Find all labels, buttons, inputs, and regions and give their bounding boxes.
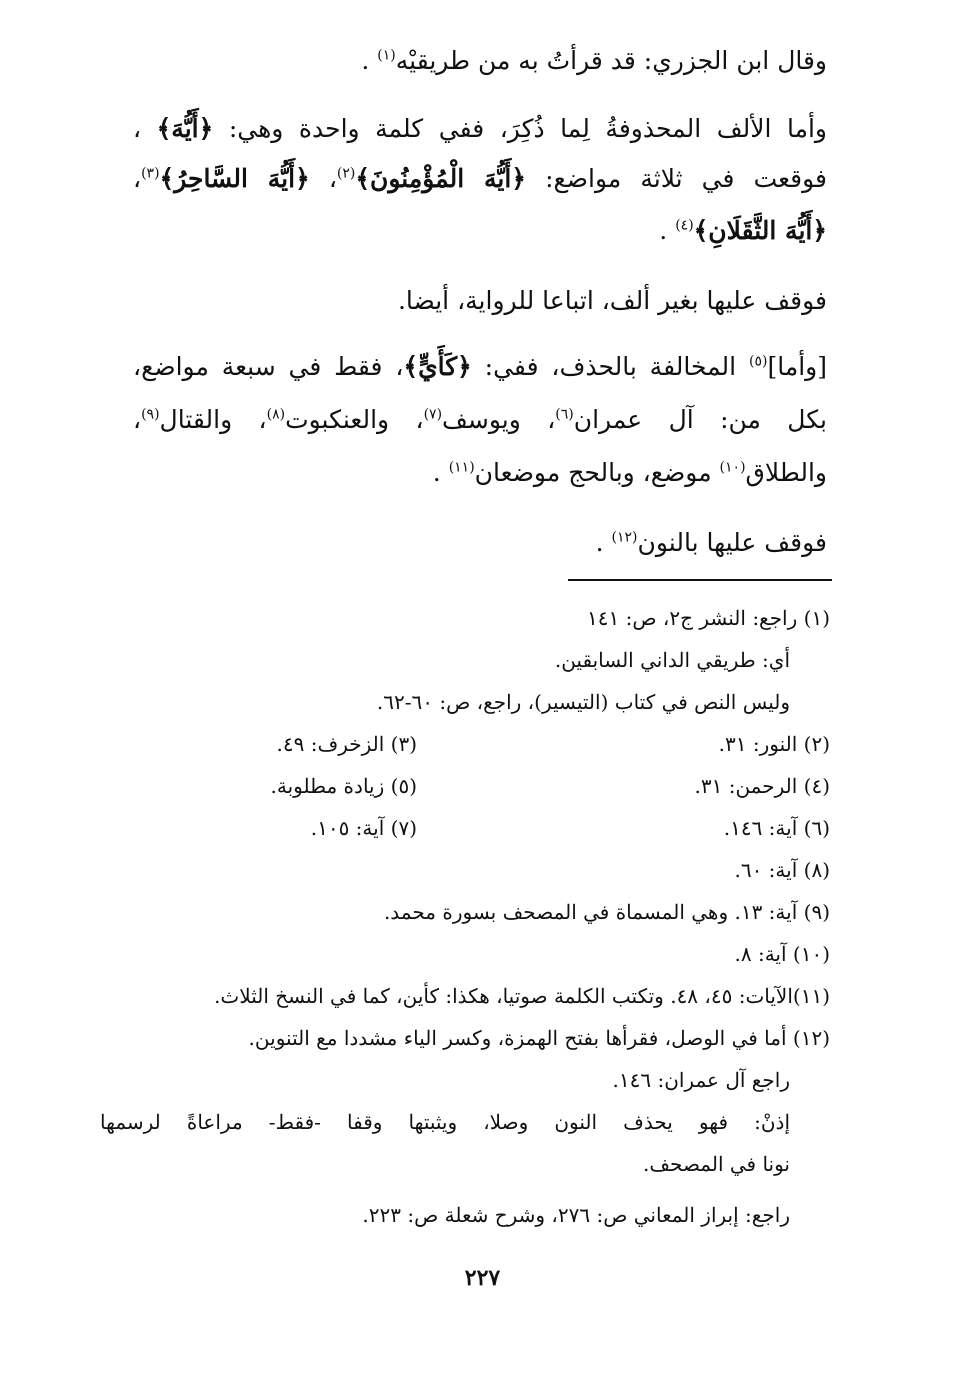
footnote-ref: (٣) [141,165,160,182]
footnote-separator [568,579,832,581]
body-text: وأما الألف المحذوفةُ لِما ذُكِرَ، ففي كلمة واحدة وهي: [228,114,827,143]
footnote-7: (٧) آية: ١٠٥. [310,816,417,840]
footnote-12: (١٢) أما في الوصل، فقرأها بفتح الهمزة، وكسر الياء مشددا مع التنوين. [248,1026,830,1050]
punctuation: . [361,46,370,75]
footnote-8: (٨) آية: ٦٠. [734,858,830,882]
footnote-ref: (١٢) [611,529,638,546]
footnote-6: (٦) آية: ١٤٦. [723,816,830,840]
body-line-7 [133,403,827,437]
footnote-12-cont: نونا في المصحف. [642,1152,790,1176]
body-text: فوقعت في ثلاثة مواضع: [545,164,827,193]
body-line-4 [659,214,827,248]
body-text: موضع، وبالحج موضعان [474,458,712,487]
body-text: ، والقتال [159,405,267,434]
punctuation: ، [133,114,142,143]
footnote-12-cont: راجع: إبراز المعاني ص: ٢٧٦، وشرح شعلة ص: ٢٢٣. [362,1203,790,1227]
body-text: فوقف عليها بالنون [637,528,827,557]
body-text: بكل من: آل عمران [573,405,828,434]
footnote-ref: (١٠) [719,459,746,476]
body-line-8 [433,456,827,490]
body-line-6 [133,350,827,384]
body-line-1 [361,44,827,78]
body-text: وقال ابن الجزري: قد قرأتُ به من طريقيْه [395,46,827,75]
quran-quote: ﴿أَيُّهَ الثَّقَلَانِ﴾ [693,216,827,245]
footnote-ref: (٤) [675,217,694,234]
body-text: ، والعنكبوت [285,405,424,434]
body-text: [وأما] [767,352,827,381]
body-text: المخالفة بالحذف، ففي: [484,352,737,381]
footnote-5: (٥) زيادة مطلوبة. [270,774,417,798]
punctuation: ، [328,164,337,193]
footnote-12-cont: إذنْ: فهو يحذف النون وصلا، ويثبتها وقفا -فقط- مراعاةً لرسمها [100,1110,790,1134]
page-number: ٢٢٧ [464,1265,501,1291]
punctuation: ، [133,405,142,434]
footnote-ref: (٥) [748,353,768,370]
punctuation: . [432,458,441,487]
body-text: ، ويوسف [442,405,556,434]
footnote-9: (٩) آية: ١٣. وهي المسماة في المصحف بسورة محمد. [383,900,830,924]
footnote-1: (١) راجع: النشر ج٢، ص: ١٤١ [587,606,830,630]
footnote-ref: (٨) [266,406,286,423]
footnote-3: (٣) الزخرف: ٤٩. [276,732,417,756]
punctuation: . [659,216,668,245]
footnote-ref: (٦) [555,406,574,423]
footnote-11: (١١)الآيات: ٤٥، ٤٨. وتكتب الكلمة صوتيا، هكذا: كأين، كما في النسخ الثلاث. [214,984,830,1008]
body-text: ، فقط في سبعة مواضع، [133,352,404,381]
footnote-ref: (٩) [141,406,160,423]
footnote-1-cont: أي: طريقي الداني السابقين. [554,648,790,672]
footnote-2: (٢) النور: ٣١. [718,732,830,756]
body-line-2 [133,112,827,146]
quran-quote: ﴿كَأَيٍّ﴾ [403,352,472,381]
punctuation: . [595,528,604,557]
quran-quote: ﴿أَيُّهَ﴾ [156,114,214,143]
footnote-ref: (٢) [336,165,356,182]
footnote-ref: (١) [377,47,396,64]
quran-quote: ﴿أَيُّهَ السَّاحِرُ﴾ [159,164,310,193]
body-line-5 [398,284,827,318]
footnote-ref: (٧) [423,406,443,423]
footnote-12-cont: راجع آل عمران: ١٤٦. [612,1068,790,1092]
footnote-1-cont: وليس النص في كتاب (التيسير)، راجع، ص: ٦٠-٦٢. [376,690,790,714]
footnote-ref: (١١) [448,459,475,476]
quran-quote: ﴿أَيُّهَ الْمُؤْمِنُونَ﴾ [355,164,526,193]
body-line-9 [596,526,827,560]
footnote-10: (١٠) آية: ٨. [734,942,830,966]
punctuation: ، [133,164,142,193]
body-line-3 [133,162,827,196]
body-text: فوقف عليها بغير ألف، اتباعا للرواية، أيضا. [397,286,827,315]
footnote-4: (٤) الرحمن: ٣١. [694,774,830,798]
body-text: والطلاق [745,458,827,487]
